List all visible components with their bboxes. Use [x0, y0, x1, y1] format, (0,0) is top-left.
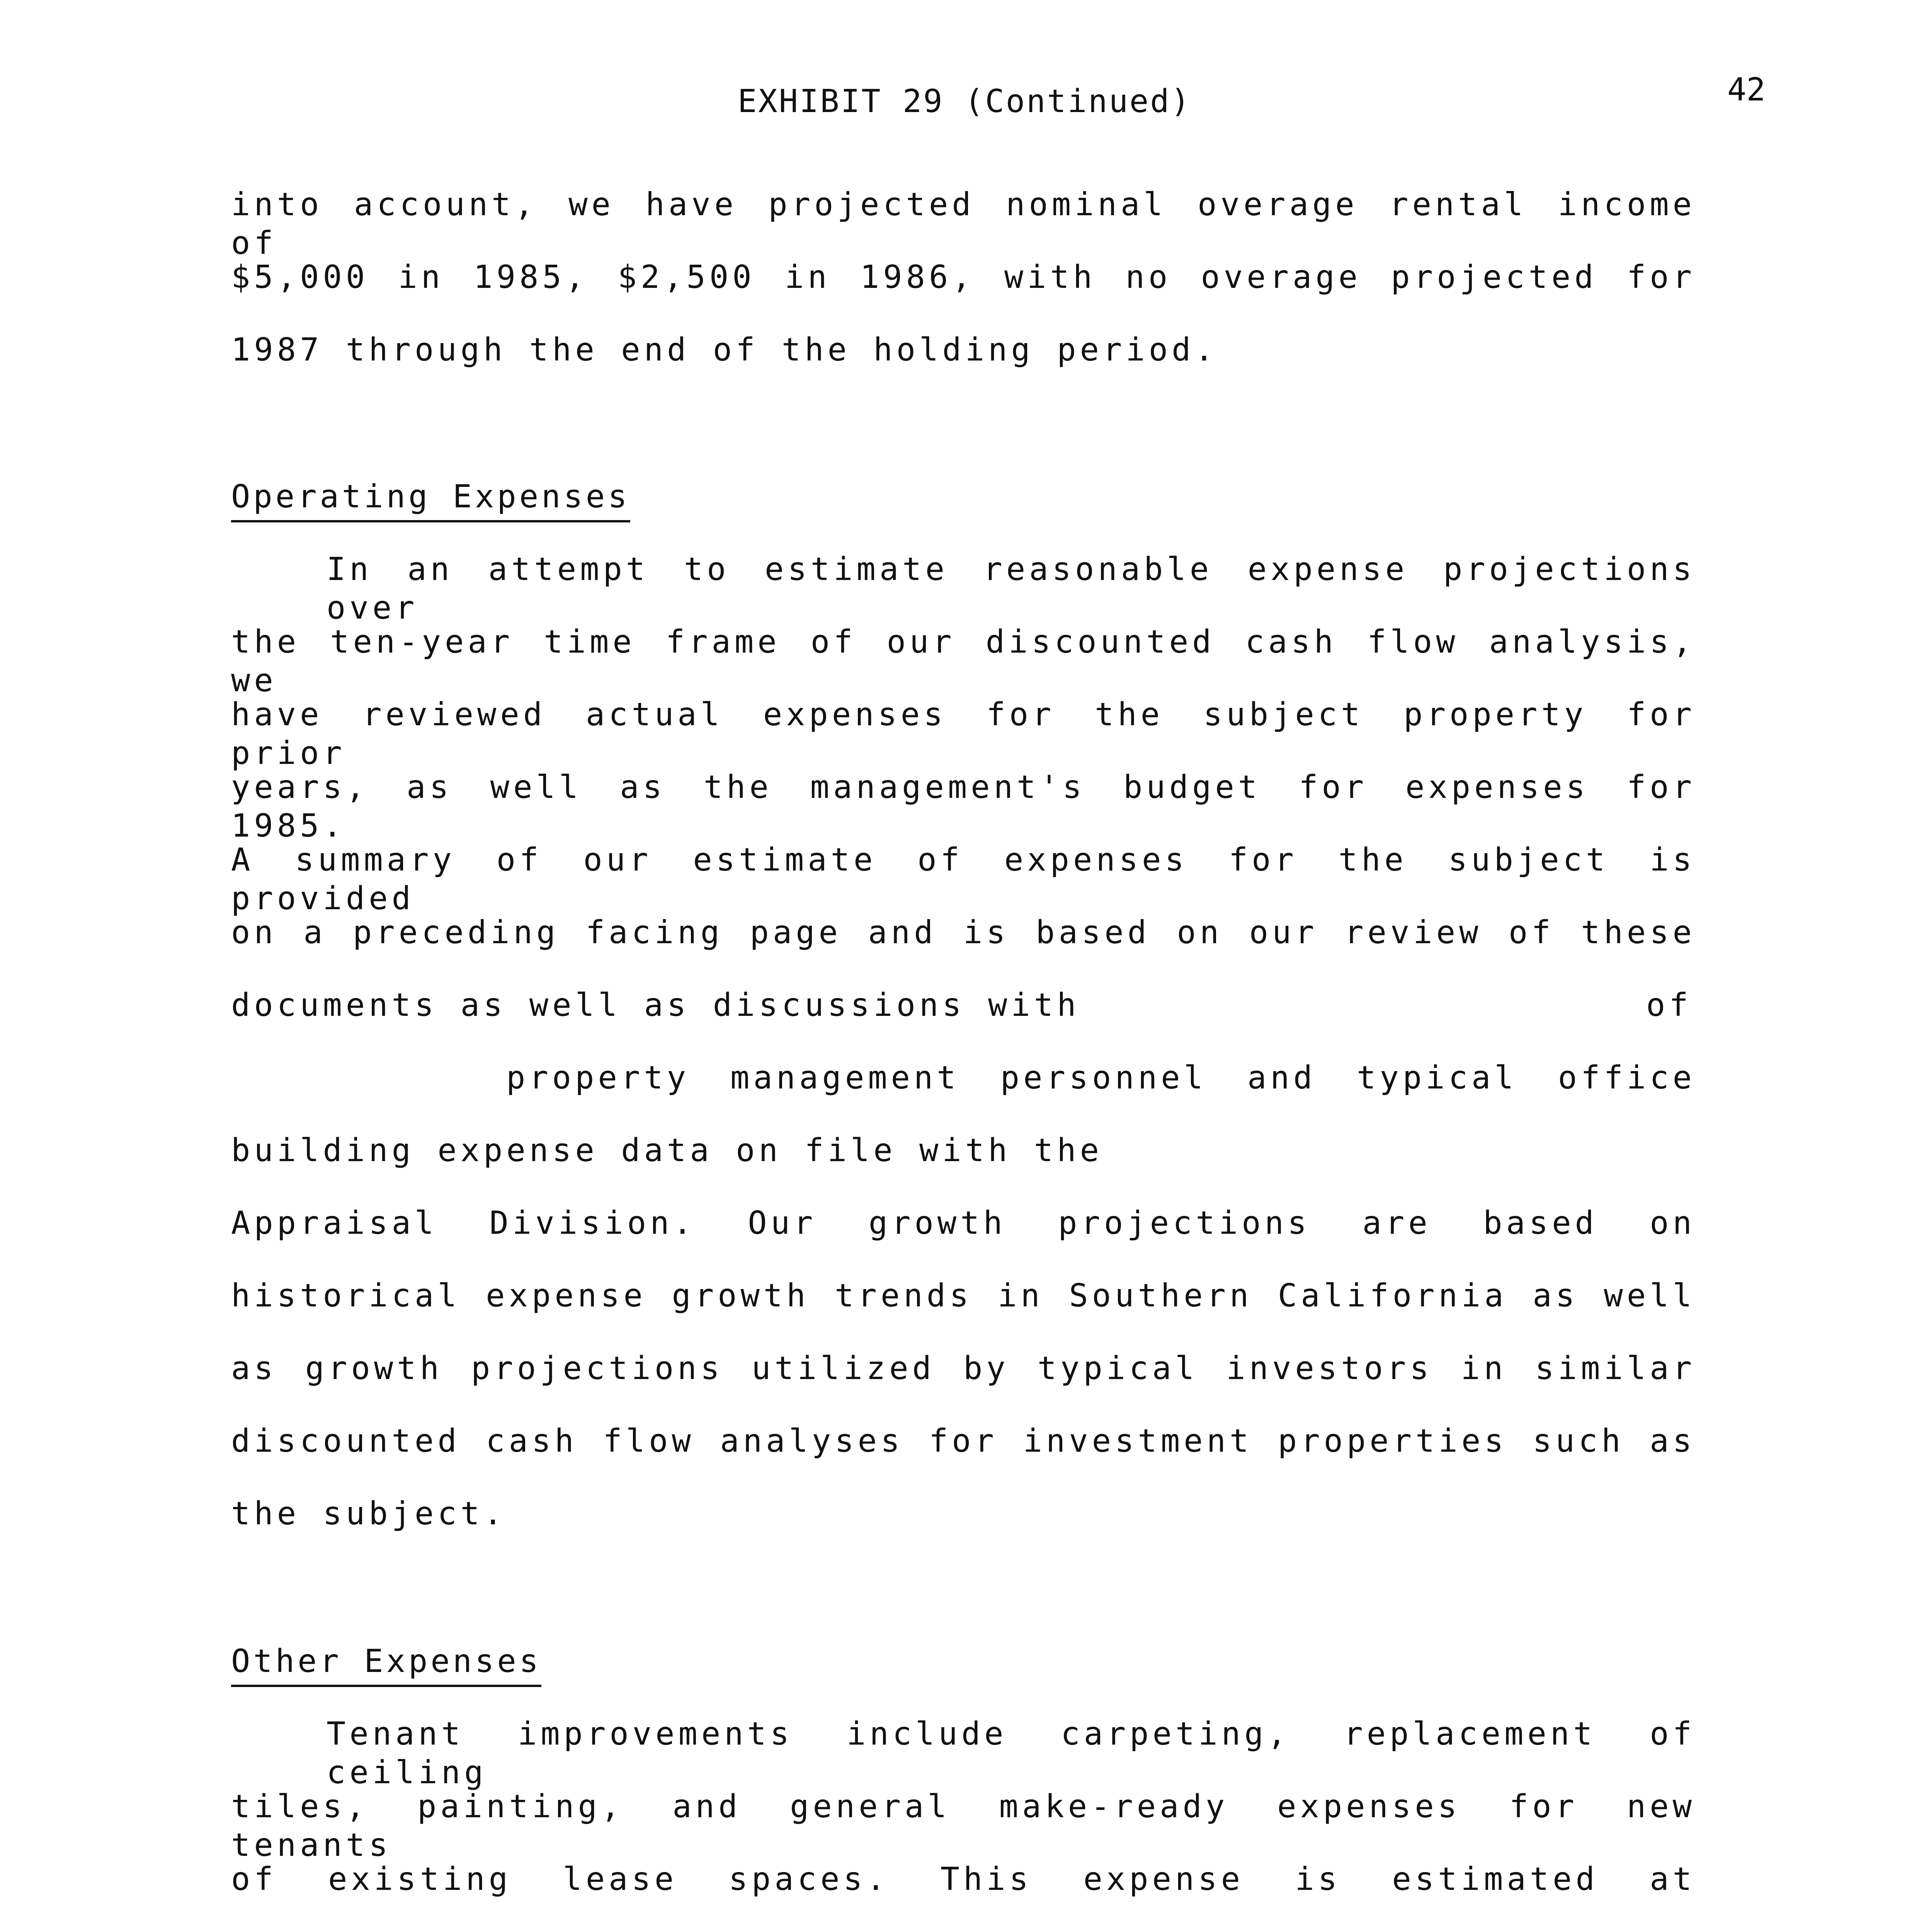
paragraph-line: discounted cash flow analyses for investment properties such as: [231, 1423, 1696, 1459]
paragraph-line: Tenant improvements include carpeting, replacement of ceiling: [327, 1716, 1696, 1791]
paragraph-line: Appraisal Division. Our growth projections are based on: [231, 1205, 1696, 1242]
exhibit-title: EXHIBIT 29 (Continued): [737, 83, 1192, 120]
paragraph-line: property management personnel and typical office: [506, 1060, 1696, 1096]
paragraph-line: 1987 through the end of the holding period.: [231, 332, 1218, 368]
page-number: 42: [1727, 71, 1766, 108]
paragraph-line: tiles, painting, and general make-ready expenses for new tenants: [231, 1788, 1696, 1864]
paragraph-line: into account, we have projected nominal overage rental income of: [231, 186, 1696, 262]
section-heading-other-expenses: Other Expenses: [231, 1642, 541, 1687]
paragraph-line: years, as well as the management's budget for expenses for 1985.: [231, 769, 1696, 844]
paragraph-line: $5,000 in 1985, $2,500 in 1986, with no overage projected for: [231, 259, 1696, 296]
paragraph-line: documents as well as discussions with: [231, 987, 1080, 1024]
paragraph-line: the subject.: [231, 1495, 507, 1532]
paragraph-line: of existing lease spaces. This expense is estimated at: [231, 1861, 1696, 1898]
paragraph-line: historical expense growth trends in Southern California as well: [231, 1277, 1696, 1314]
paragraph-line: the ten-year time frame of our discounted cash flow analysis, we: [231, 624, 1696, 699]
paragraph-line: have reviewed actual expenses for the subject property for prior: [231, 696, 1696, 772]
paragraph-line: of: [1646, 987, 1692, 1024]
paragraph-line: on a preceding facing page and is based on our review of these: [231, 914, 1696, 951]
section-heading-operating-expenses: Operating Expenses: [231, 478, 630, 522]
paragraph-line: In an attempt to estimate reasonable expense projections over: [327, 551, 1696, 626]
paragraph-line: A summary of our estimate of expenses for the subject is provided: [231, 842, 1696, 917]
paragraph-line: as growth projections utilized by typical investors in similar: [231, 1350, 1696, 1387]
paragraph-line: building expense data on file with the: [231, 1132, 1103, 1169]
